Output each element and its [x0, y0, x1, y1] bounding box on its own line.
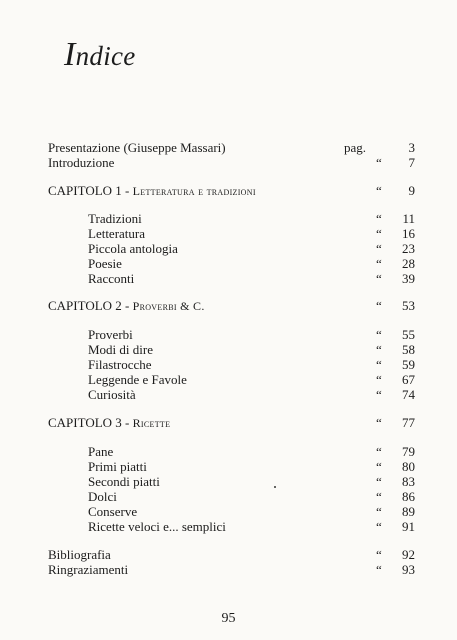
toc-entry — [88, 241, 415, 257]
toc-chapter-subtitle: Proverbi & C. — [132, 299, 205, 313]
toc-page-marker: “ — [376, 342, 382, 357]
toc-entry-label: Tradizioni — [88, 211, 142, 226]
toc-page-number: 28 — [402, 256, 415, 271]
toc-page-number: 39 — [402, 271, 415, 286]
toc-page-marker: “ — [376, 211, 382, 226]
toc-chapter-label: CAPITOLO 1 - — [48, 183, 133, 198]
toc-page-marker: “ — [376, 357, 382, 372]
toc-page-number: 3 — [408, 140, 415, 155]
toc-page-marker: “ — [376, 474, 382, 489]
toc-entry — [48, 140, 415, 156]
toc-entry-label: Racconti — [88, 271, 135, 286]
toc-entry — [88, 504, 415, 520]
toc-page-marker: “ — [376, 459, 382, 474]
toc-page-marker: “ — [376, 327, 382, 342]
toc-chapter-label: CAPITOLO 2 - — [48, 298, 133, 313]
toc-page-marker: “ — [376, 183, 382, 198]
toc-entry — [88, 211, 415, 227]
toc-page-marker: “ — [376, 372, 382, 387]
toc-entry-label: Bibliografia — [48, 547, 111, 562]
toc-entry-label: Modi di dire — [88, 342, 153, 357]
toc-page-number: 86 — [402, 489, 415, 504]
toc-entry — [48, 155, 415, 171]
toc-entry — [48, 562, 415, 578]
page-number: 95 — [221, 611, 236, 626]
toc-entry — [88, 256, 415, 272]
toc-page-marker: “ — [376, 504, 382, 519]
toc-entry-label: Poesie — [88, 256, 122, 271]
toc-entry — [88, 372, 415, 388]
toc-page-number: 53 — [402, 298, 415, 313]
toc-page-marker: “ — [376, 226, 382, 241]
toc-entry-label: Presentazione (Giuseppe Massari) — [48, 140, 226, 155]
toc-chapter-subtitle: Letteratura e tradizioni — [132, 184, 256, 198]
toc-entry-label: Ricette veloci e... semplici — [88, 519, 226, 534]
toc-page-number: 55 — [402, 327, 415, 342]
paper-speck — [274, 486, 276, 488]
toc-entry — [48, 183, 415, 199]
toc-entry — [48, 547, 415, 563]
toc-page-marker: “ — [376, 271, 382, 286]
toc-entry-label: Leggende e Favole — [88, 372, 187, 387]
toc-page-number: 16 — [402, 226, 415, 241]
toc-page-marker: “ — [376, 519, 382, 534]
toc-entry-label: Ringraziamenti — [48, 562, 129, 577]
toc-entry — [88, 519, 415, 535]
toc-page-number: 83 — [402, 474, 415, 489]
toc-entry-label: Curiosità — [88, 387, 136, 402]
toc-page-number: 67 — [402, 372, 415, 387]
toc-entry-label: Conserve — [88, 504, 138, 519]
toc-entry — [48, 415, 415, 431]
title-initial: I — [64, 36, 76, 73]
toc-entry — [88, 489, 415, 505]
toc-page-number: 77 — [402, 415, 415, 430]
toc-page-number: 74 — [402, 387, 415, 402]
toc-entry-label — [48, 415, 170, 431]
toc-entry — [88, 271, 415, 287]
toc-page-marker: “ — [376, 444, 382, 459]
toc-page-marker: “ — [376, 415, 382, 430]
toc-page-number: 79 — [402, 444, 415, 459]
title-rest: ndice — [75, 41, 136, 71]
toc-chapter-label: CAPITOLO 3 - — [48, 415, 133, 430]
toc-page-number: 7 — [408, 155, 415, 170]
toc-page-number: 11 — [402, 211, 415, 226]
toc-page-number: 93 — [402, 562, 415, 577]
toc-page-marker: “ — [376, 562, 382, 577]
toc-entry — [88, 459, 415, 475]
toc-entry — [88, 342, 415, 358]
toc-entry — [88, 387, 415, 403]
toc-entry — [88, 444, 415, 460]
page-title — [64, 36, 136, 74]
toc-page-number: 89 — [402, 504, 415, 519]
toc-page-marker: “ — [376, 256, 382, 271]
toc-chapter-subtitle: Ricette — [132, 416, 171, 430]
toc-page-number: 58 — [402, 342, 415, 357]
toc-page-number: 80 — [402, 459, 415, 474]
toc-entry — [88, 226, 415, 242]
toc-page-marker: pag. — [344, 140, 367, 155]
toc-page-marker: “ — [376, 155, 382, 170]
toc-entry-label: Secondi piatti — [88, 474, 160, 489]
toc-page-marker: “ — [376, 547, 382, 562]
toc-entry-label: Introduzione — [48, 155, 115, 170]
toc-entry — [88, 357, 415, 373]
toc-entry-label — [48, 298, 205, 314]
toc-page-marker: “ — [376, 489, 382, 504]
toc-entry-label: Filastrocche — [88, 357, 152, 372]
toc-entry-label: Pane — [88, 444, 114, 459]
toc-entry — [88, 474, 415, 490]
toc-entry — [88, 327, 415, 343]
toc-page-number: 92 — [402, 547, 415, 562]
toc-entry — [48, 298, 415, 314]
toc-entry-label — [48, 183, 256, 199]
toc-page-marker: “ — [376, 298, 382, 313]
toc-page-marker: “ — [376, 387, 382, 402]
toc-entry-label: Primi piatti — [88, 459, 147, 474]
toc-page-number: 9 — [408, 183, 415, 198]
toc-page-marker: “ — [376, 241, 382, 256]
toc-entry-label: Piccola antologia — [88, 241, 178, 256]
toc-entry-label: Dolci — [88, 489, 117, 504]
toc-page-number: 91 — [402, 519, 415, 534]
toc-page-number: 23 — [402, 241, 415, 256]
toc-entry-label: Proverbi — [88, 327, 133, 342]
toc-entry-label: Letteratura — [88, 226, 146, 241]
toc-page-number: 59 — [402, 357, 415, 372]
